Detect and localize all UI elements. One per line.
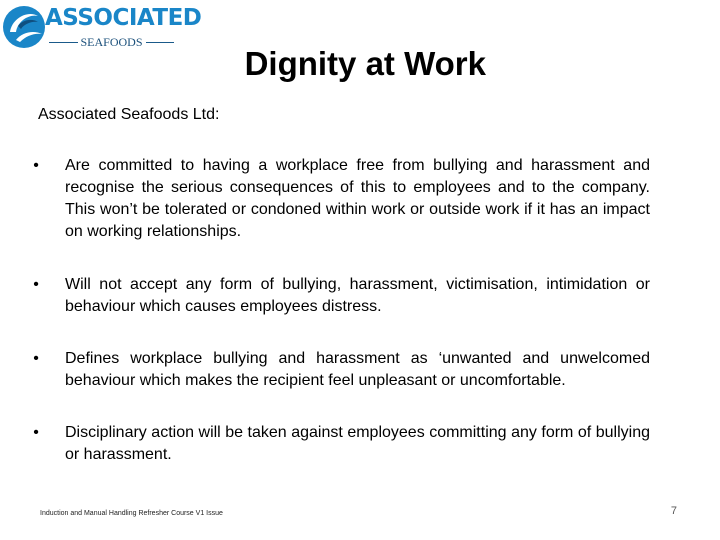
bullet-item bbox=[30, 348, 650, 392]
bullet-marker: • bbox=[33, 350, 39, 367]
slide-title-container bbox=[0, 44, 712, 84]
logo-wordmark: ASSOCIATED bbox=[45, 5, 202, 31]
bullet-list bbox=[30, 155, 650, 466]
footer-text: Induction and Manual Handling Refresher Course V1 Issue bbox=[40, 510, 223, 517]
bullet-item bbox=[30, 422, 650, 466]
bullet-text: Disciplinary action will be taken against employees committing any form of bullying or harassment. bbox=[65, 424, 650, 463]
bullet-item bbox=[30, 155, 650, 243]
bullet-item bbox=[30, 274, 650, 318]
bullet-text: Are committed to having a workplace free from bullying and harassment and recognise the serious consequences of this to employees and to the company. This won’t be tolerated or condoned within work or outside work if it has an impact on working relationships. bbox=[65, 157, 650, 240]
bullet-text: Will not accept any form of bullying, harassment, victimisation, intimidation or behaviour which causes employees distress. bbox=[65, 276, 650, 315]
intro-text: Associated Seafoods Ltd: bbox=[38, 106, 220, 123]
bullet-marker: • bbox=[33, 276, 39, 293]
bullet-text: Defines workplace bullying and harassment as ‘unwanted and unwelcomed behaviour which makes the recipient feel unpleasant or uncomfortable. bbox=[65, 350, 650, 389]
slide-title: Dignity at Work bbox=[244, 45, 486, 82]
bullet-marker: • bbox=[33, 157, 39, 174]
logo-rule-right bbox=[146, 42, 175, 43]
page-number: 7 bbox=[670, 505, 677, 517]
logo-rule-left bbox=[49, 42, 78, 43]
bullet-marker: • bbox=[33, 424, 39, 441]
logo-subtitle: SEAFOODS bbox=[80, 35, 143, 49]
